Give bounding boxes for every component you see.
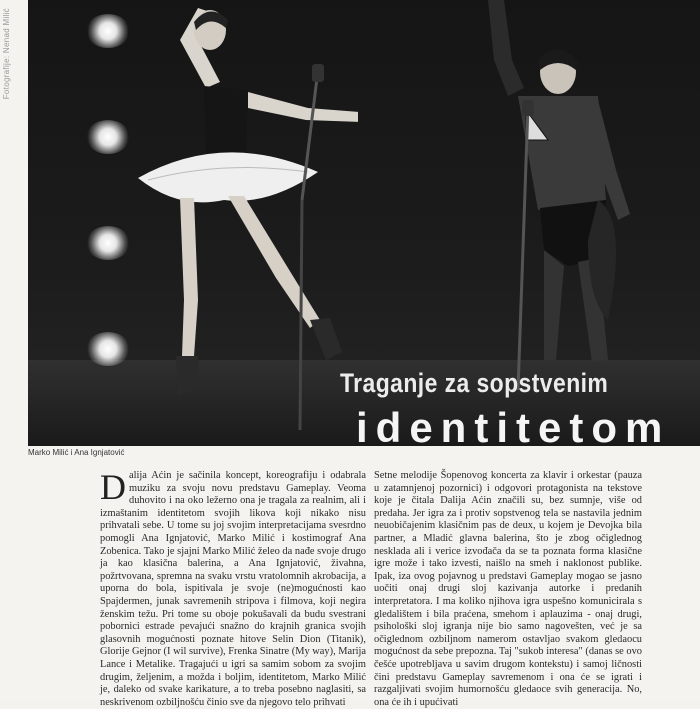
article-column-2	[374, 470, 642, 709]
article-title-line-1: Traganje za sopstvenim	[340, 368, 609, 398]
article-column-1	[100, 467, 366, 709]
drop-cap: D	[100, 467, 126, 507]
article-text: Setne melodije Šopenovog koncerta za klavir i orkestar (pauza u zatamnjenoj pozornici) i odgovori protagonista na tekstove koje je čitala Dalija Aćin značili su, bez sumnje, više od predaha. Jer igra za i protiv sopstvenog tela se nastavila jednim neuobičajenim klasičnim pas de deux, u kojem je Devojka bila partner, a Mladić glavna balerina, što je zbog očiglednog nesklada ali i verice izvođača da se ta poznata forma klasične igre može i tako izvesti, naišlo na smeh i naklonost publike. Ipak, iza ovog pojavnog u predstavi Gameplay mogao se jasno uočiti onaj drugi sloj kazivanja autorke i predanih interpretatora. I ma koliko njihova igra uspešno komunicirala s gledalištem i bila praćena, smehom i aplauzima - onaj drugi, psihološki sloj igranja nije bio samo nagovešten, već je sa očiglednom ozbiljnom namerom ostavljao svakom gledaocu mogućnost da sebe prepozna. Taj "sukob interesa" (danas se ovo češće upotrebljava u savim drugom kontekstu) i samoj ličnosti čini predstavu Gameplay savremenom i ona će se igrati i razgaljivati svojim humornošću gledaoce svih generacija. No, ona će ih i upućivati	[374, 470, 642, 708]
microphone-stand	[498, 100, 548, 400]
photo-credit: Fotografije: Nenad Milić	[2, 8, 11, 100]
article-text: alija Aćin je sačinila koncept, koreografiju i odabrala muziku za svoju novu predstavu Gameplay. Veoma duhovito i na oko ležerno ona je tragala za realnim, ali i izmaštanim identitetom svojih likova koji nikako nisu prihvatali sebe. U tome su joj svojim interpretacijama svesrdno pomogli Ana Ignjatović, Marko Milić i kostimograf Ana Zobenica. Tako je sjajni Marko Milić želeo da nađe svoje drugo ja kao klasična balerina, a Ana Ignjatović, živahna, požrtvovana, spremna na svaku vrstu vratolomnih akrobacija, a uporna do bola, ispitivala je svoje (ne)mogućnosti kao Spajdermen, junak savremenih stripova i filmova, koji negira ženskim težu. Pri tome su oboje pokušavali da budu svestrani pobornici estrade pevajući snažno do krajnih granica svojih glasovnih mogućnosti poznate hitove Selin Dion (Titanik), Glorije Gejnor (I wil survive), Frenka Sinatre (My way), Marija Lance i Metalike. Tragajući u igri sa samim sobom za svojim drugim, željenim, a možda i boljim, identitetom, Marko Milić je, daleko od svake karikature, a to treba posebno naglasiti, sa neskrivenom ozbiljnošću činio sve da njegovo telo prihvati	[100, 470, 366, 708]
article-title-line-2: identitetom	[356, 404, 671, 446]
stage-photo	[28, 0, 700, 446]
spiderman-performer-figure	[448, 0, 648, 420]
photo-caption: Marko Milić i Ana Ignjatović	[28, 448, 125, 457]
microphone-stand	[278, 60, 338, 440]
